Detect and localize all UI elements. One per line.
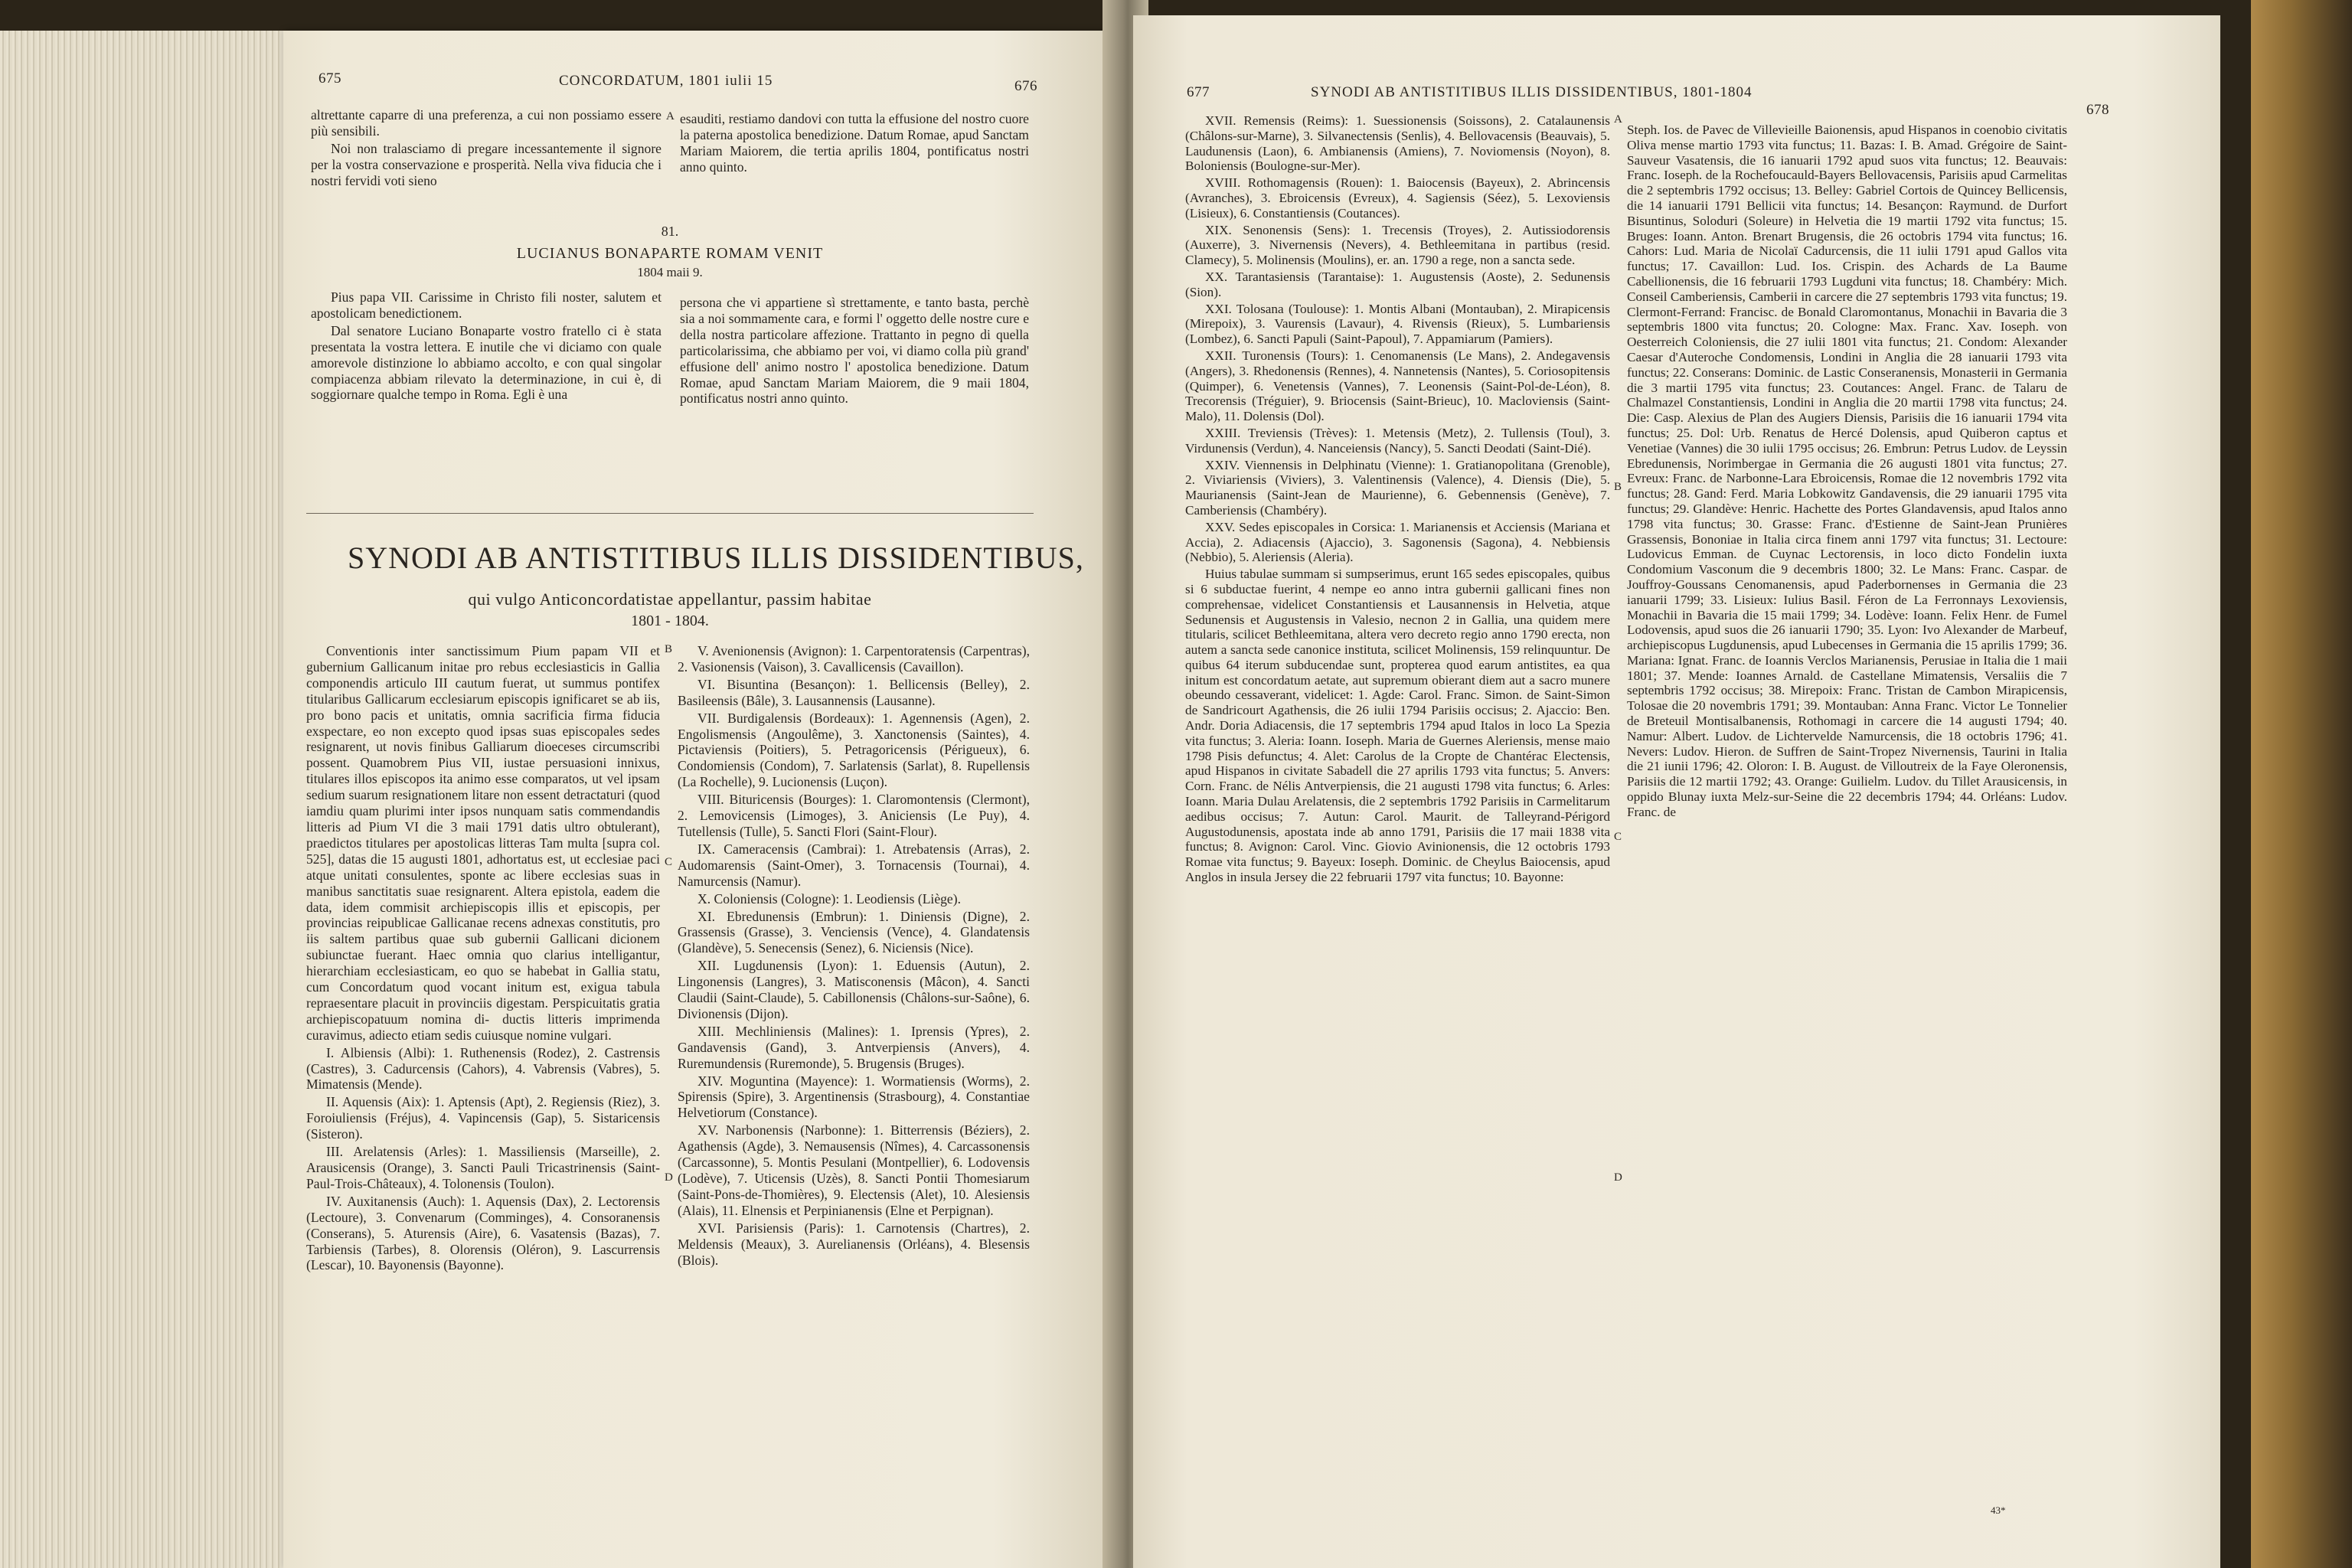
- chapter-years: 1801 - 1804.: [631, 612, 709, 629]
- paragraph: XIV. Moguntina (Mayence): 1. Wormatiensis (Worms), 2. Spirensis (Spire), 3. Argentinensis (Strasbourg), 4. Constantiae Helvetiorum (Constance).: [678, 1073, 1030, 1121]
- left-page: [283, 31, 1118, 1568]
- paragraph: XXIV. Viennensis in Delphinatu (Vienne): 1. Gratianopolitana (Grenoble), 2. Viviariensis (Viviers), 3. Valentinensis (Valence), 4. Diensis (Die), 5. Maurianensis (Saint-Jean de Maurienne), 6. Gebennensis (Genève), 7. Camberiensis (Chambéry).: [1185, 457, 1610, 518]
- running-head: CONCORDATUM, 1801 iulii 15: [559, 73, 773, 89]
- paragraph: XVII. Remensis (Reims): 1. Suessionensis (Soissons), 2. Catalaunensis (Châlons-sur-Marne), 3. Silvanectensis (Senlis), 4. Bellovacensis (Beauvais), 5. Laudunensis (Laon), 6. Ambianensis (Amiens), 7. Noviomensis (Noyon), 8. Boloniensis (Boulogne-sur-Mer).: [1185, 113, 1610, 174]
- paragraph: persona che vi appartiene sì strettamente, e tanto basta, perchè sia a noi sommamente cara, e formi l' oggetto delle nostre cure e della nostra particolare affezione. Trattanto in pegno di quella particolarissima, che abbiamo per voi, vi diamo colla più grand' effusione dell' animo nostro l' apostolica benedizione. Datum Romae, apud Sanctam Mariam Maiorem, die 9 maii 1804, pontificatus nostri anno quinto.: [680, 295, 1029, 407]
- paragraph: IX. Cameracensis (Cambrai): 1. Atrebatensis (Arras), 2. Audomarensis (Saint-Omer), 3. Tornacensis (Tournai), 4. Namurcensis (Namur).: [678, 841, 1030, 889]
- margin-letter: A: [666, 110, 675, 122]
- section-title: LUCIANUS BONAPARTE ROMAM VENIT: [516, 245, 824, 262]
- paragraph: XIII. Mechliniensis (Malines): 1. Iprensis (Ypres), 2. Gandavensis (Gand), 3. Antverpiensis (Anvers), 4. Ruremundensis (Ruremonde), 5. Brugensis (Bruges).: [678, 1023, 1030, 1071]
- paragraph: IV. Auxitanensis (Auch): 1. Aquensis (Dax), 2. Lectorensis (Lectoure), 3. Convenarum (Comminges), 4. Consoranensis (Conserans), 5. Aturensis (Aire), 6. Vasatensis (Bazas), 7. Tarbiensis (Tarbes), 8. Olorensis (Oléron), 9. Lascurrensis (Lescar), 10. Bayonensis (Bayonne).: [306, 1193, 660, 1273]
- paragraph: XXV. Sedes episcopales in Corsica: 1. Marianensis et Acciensis (Mariana et Accia), 2. Adiacensis (Ajaccio), 3. Sagonensis (Sagona), 4. Nebbiensis (Nebbio), 5. Aleriensis (Aleria).: [1185, 519, 1610, 565]
- paragraph: Dal senatore Luciano Bonaparte vostro fratello ci è stata presentata la vostra lettera. E inutile che vi diciamo con quale amorevole distinzione lo abbiamo accolto, e con qual singolar compiacenza abbiam rilevato la determinazione, in cui è, di soggiornare qualche tempo in Roma. Egli è una: [311, 322, 662, 403]
- divider: [306, 513, 1034, 514]
- paragraph: I. Albiensis (Albi): 1. Ruthenensis (Rodez), 2. Castrensis (Castres), 3. Cadurcensis (Cahors), 4. Vabrensis (Vabres), 5. Mimatensis (Mende).: [306, 1044, 660, 1093]
- paragraph: XVIII. Rothomagensis (Rouen): 1. Baiocensis (Bayeux), 2. Abrincensis (Avranches), 3. Ebroicensis (Evreux), 4. Sagiensis (Séez), 5. Lexoviensis (Lisieux), 6. Constantiensis (Coutances).: [1185, 175, 1610, 220]
- paragraph: VIII. Bituricensis (Bourges): 1. Claromontensis (Clermont), 2. Lemovicensis (Limoges), 3. Aniciensis (Le Puy), 4. Tutellensis (Tulle), 5. Sancti Flori (Saint-Flour).: [678, 792, 1030, 839]
- text-column: [680, 295, 1029, 408]
- text-column: [1627, 122, 2067, 822]
- margin-letter: B: [665, 643, 673, 655]
- page-number: 676: [1014, 78, 1037, 94]
- text-column: [311, 107, 662, 191]
- page-number: 675: [318, 70, 341, 87]
- text-column: [306, 643, 660, 1275]
- margin-letter: A: [1614, 113, 1622, 126]
- paragraph: V. Avenionensis (Avignon): 1. Carpentoratensis (Carpentras), 2. Vasionensis (Vaison), 3. Cavallicensis (Cavaillon).: [678, 643, 1030, 675]
- paragraph: Pius papa VII. Carissime in Christo fili noster, salutem et apostolicam benedictionem.: [311, 289, 662, 321]
- paragraph: XXI. Tolosana (Toulouse): 1. Montis Albani (Montauban), 2. Mirapicensis (Mirepoix), 3. Vaurensis (Lavaur), 4. Rivensis (Rieux), 5. Lumbariensis (Lombez), 6. Sancti Papuli (Saint-Papoul), 7. Appamiarum (Pamiers).: [1185, 301, 1610, 347]
- paragraph: XV. Narbonensis (Narbonne): 1. Bitterrensis (Béziers), 2. Agathensis (Agde), 3. Nemausensis (Nîmes), 4. Carcassonensis (Carcassonne), 5. Montis Pesulani (Montpellier), 6. Lodovensis (Lodève), 7. Uticensis (Uzès), 8. Sancti Pontii Thomesiarum (Saint-Pons-de-Thomières), 9. Electensis (Alet), 10. Alesiensis (Alais), 11. Elnensis et Perpinianensis (Elne et Perpignan).: [678, 1122, 1030, 1218]
- paragraph: XXII. Turonensis (Tours): 1. Cenomanensis (Le Mans), 2. Andegavensis (Angers), 3. Rhedonensis (Rennes), 4. Nannetensis (Nantes), 5. Coriosopitensis (Quimper), 6. Venetensis (Vannes), 7. Leonensis (Saint-Pol-de-Léon), 8. Trecorensis (Tréguier), 9. Briocensis (Saint-Brieuc), 10. Macloviensis (Saint-Malo), 11. Dolensis (Dol).: [1185, 348, 1610, 424]
- margin-letter: B: [1614, 481, 1622, 493]
- book-cover-edge: [2251, 0, 2352, 1568]
- margin-letter: D: [1614, 1171, 1622, 1184]
- text-column: [678, 643, 1030, 1269]
- paragraph: X. Coloniensis (Cologne): 1. Leodiensis (Liège).: [697, 890, 961, 906]
- paragraph: XX. Tarantasiensis (Tarantaise): 1. Augustensis (Aoste), 2. Sedunensis (Sion).: [1185, 269, 1610, 299]
- section-date: 1804 maii 9.: [637, 265, 703, 279]
- signature-mark: 43*: [1991, 1504, 2006, 1516]
- chapter-title: SYNODI AB ANTISTITIBUS ILLIS DISSIDENTIBUS,: [348, 541, 1084, 575]
- chapter-subtitle: qui vulgo Anticoncordatistae appellantur, passim habitae: [468, 590, 872, 609]
- paragraph: III. Arelatensis (Arles): 1. Massiliensis (Marseille), 2. Arausicensis (Orange), 3. Sancti Pauli Tricastrinensis (Saint-Paul-Trois-Châteaux), 4. Tolonensis (Toulon).: [306, 1144, 660, 1191]
- paragraph: Conventionis inter sanctissimum Pium papam VII et gubernium Gallicanum initae pro rebus ecclesiasticis in Gallia componendis articulo III cautum fuerat, ut summus pontifex titularibus Gallicarum ecclesiarum episcopis ignificaret se ab iis, pro bono pacis et unitatis, omnia sacrificia firma fiducia exspectare, eo non excepto quod ipsas suas episcopales sedes resignarent, ut novis finibus Galliarum dioeceses circumscribi possent. Quamobrem Pius VII, iustae persuasioni innixus, titulares illos episcopos ita animo esse comparatos, ut vel ipsam sedium suarum resignationem litare non essent detractaturi (quod iamdiu quam plurimi inter ipsos nunquam satis commendandis litteris ad Pium VI die 3 maii 1791 datis ultro obtulerant), praedictos titulares per apostolicas litteras Tam multa [supra col. 525], datas die 15 augusti 1801, adhortatus est, ut ecclesiae paci atque unitati consulentes, sponte ac libere ecclesias suas in manibus sanctitatis suae resignarent. Altera epistola, eadem die data, idem commisit archiepiscopis illis et episcopis, per provincias reipublicae Gallicanae recens adnexas constitutis, pro iis saltem partibus quae sub gubernii Gallicani dicionem subiunctae fuerant. Haec omnia quo clarius intelligantur, hierarchiam ecclesiasticam, eo quo se habebat in Gallia statu, cum Concordatum quod vocant initum est, exigua tabula repraesentare placuit in provinciis digestam. Perspicuitatis gratia archiepiscopatuum nomina di- ductis litteris imprimenda curavimus, adiecto etiam sedis cuiusque nomine vulgari.: [306, 643, 660, 1043]
- paragraph: XI. Ebredunensis (Embrun): 1. Diniensis (Digne), 2. Grassensis (Grasse), 3. Venciensis (Vence), 4. Glandatensis (Glandève), 5. Senecensis (Senez), 6. Niciensis (Nice).: [678, 908, 1030, 956]
- paragraph: esauditi, restiamo dandovi con tutta la effusione del nostro cuore la paterna apostolica benedizione. Datum Romae, apud Sanctam Mariam Maiorem, die tertia aprilis 1804, pontificatus nostri anno quinto.: [680, 111, 1029, 175]
- page-edges-left: [0, 31, 291, 1568]
- paragraph: Huius tabulae summam si sumpserimus, erunt 165 sedes episcopales, quibus si 6 subductae fuerint, 4 nempe eo anno intra gubernii gallicani fines non comprehensae, videlicet Constantiensis et Lausannensis in Helvetia, atque Sedunensis et Augustensis in Valesio, necnon 2 in Gallia, una quidem mere titularis, scilicet Bethleemitana, altera vero decreto regio anno 1790 erecta, non autem a sancta sede canonice instituta, scilicet Molinensis, 159 relinquuntur. De quibus 64 iterum subducendae sunt, propterea quod earum antistites, ea qua initum est concordatum aetate, aut supremum obierant diem aut a sacro munere obeundo cessaverant, videlicet: 1. Agde: Carol. Franc. Simon. de Saint-Simon de Sandricourt Agathensis, die 26 iulii 1794 Parisiis occisus; 2. Ajaccio: Ben. Andr. Doria Adiacensis, die 17 septembris 1794 apud Italos in loco La Spezia vita functus; 3. Aleria: Ioann. Ioseph. Maria de Guernes Aleriensis, mense maio 1798 Pisis defunctus; 4. Alet: Carolus de la Cropte de Chantérac Electensis, apud Hispanos in civitate Sabadell die 27 aprilis 1793 vita functus; 5. Anvers: Corn. Franc. de Nélis Antverpiensis, die 21 augusti 1798 vita functus; 6. Arles: Ioann. Maria Dulau Arelatensis, die 2 septembris 1792 Parisiis in Carmelitarum aedibus occisus; 7. Autun: Carol. Maurit. de Talleyrand-Périgord Augustodunensis, apostata inde ab anno 1791, Parisiis die 17 maii 1838 vita functus; 8. Avignon: Carol. Vinc. Giovio Avinionensis, die 12 octobris 1793 Romae vita functus; 9. Bayeux: Ioseph. Dominic. de Cheylus Baiocensis, apud Anglos in insula Jersey die 22 februarii 1797 vita functus; 10. Bayonne:: [1185, 567, 1610, 885]
- paragraph: XII. Lugdunensis (Lyon): 1. Eduensis (Autun), 2. Lingonensis (Langres), 3. Matisconensis (Mâcon), 4. Sancti Claudii (Saint-Claude), 5. Cabillonensis (Châlons-sur-Saône), 6. Divionensis (Dijon).: [678, 958, 1030, 1021]
- margin-letter: C: [1614, 831, 1622, 843]
- section-number: 81.: [661, 224, 679, 239]
- paragraph: Steph. Ios. de Pavec de Villevieille Baionensis, apud Hispanos in coenobio civitatis Oliva mense martio 1793 vita functus; 11. Bazas: I. B. Amad. Grégoire de Saint-Sauveur Vasatensis, die 16 ianuarii 1792 apud suos vita functus; 12. Beauvais: Franc. Ioseph. de la Rochefoucauld-Bayers Bellovacensis, Parisiis apud Carmelitas die 2 septembris 1792 occisus; 13. Belley: Gabriel Cortois de Quincey Bellicensis, die 14 ianuarii 1791 Bellicii vita functus; 14. Besançon: Raymund. de Durfort Bisuntinus, Soloduri (Soleure) in Helvetia die 19 martii 1792 vita functus; 15. Bruges: Ioann. Anton. Brenart Brugensis, die 26 octobris 1794 vita functus; 16. Cahors: Lud. Maria de Nicolaï Cadurcensis, die 11 iulii 1791 apud Gallos vita functus; 17. Cavaillon: Lud. Ios. Crispin. des Achards de La Baume Cabellionensis, die 16 februarii 1793 Lugduni vita functus; 18. Chambéry: Mich. Conseil Camberiensis, Camberii in carcere die 27 septembris 1793 vita functus; 19. Clermont-Ferrand: Francisc. de Bonald Claromontanus, Monachii in Bavaria die 3 septembris 1800 vita functus; 20. Cologne: Max. Franc. Xav. Ioseph. von Oesterreich Coloniensis, die 27 iulii 1801 vita functus; 21. Condom: Alexander Caesar d'Auteroche Condomensis, Londini in Anglia die 28 ianuarii 1793 vita functus; 22. Conserans: Dominic. de Lastic Conseranensis, Monasterii in Germania die 3 martii 1795 vita functus; 23. Coutances: Angel. Franc. de Talaru de Chalmazel Constantiensis, Londini in Anglia die 20 martii 1798 vita functus; 24. Die: Casp. Alexius de Plan des Augiers Diensis, Parisiis die 16 ianuarii 1794 vita functus; 25. Dol: Urb. Renatus de Hercé Dolensis, apud Quiberon captus et Venetiae (Vannes) die 30 iulii 1795 occisus; 26. Embrun: Petrus Ludov. de Leyssin Ebredunensis, Norimbergae in Germania die 26 augusti 1801 vita functus; 27. Evreux: Franc. de Narbonne-Lara Ebroicensis, Romae die 12 novembris 1792 vita functus; 28. Gand: Ferd. Maria Lobkowitz Gandavensis, die 29 ianuarii 1795 vita functus; 29. Glandève: Henric. Hachette des Portes Glandavensis, apud Italos anno 1798 vita functus; 30. Grasse: Franc. d'Estienne de Saint-Jean Prunières Grassensis, Bononiae in Italia circa finem anni 1797 vita functus; 31. Lectoure: Ludovicus Emman. de Cuynac Lectorensis, in loco dicto Fondelin iuxta Condomium Vasconum die 9 decembris 1800; 32. Le Mans: Franc. Caspar. de Jouffroy-Goussans Cenomanensis, apud Paderbornenses in Germania die 23 ianuarii 1799; 33. Lisieux: Iulius Basil. Féron de La Ferronnays Lexoviensis, Monachii in Bavaria die 15 maii 1799; 34. Lodève: Ioann. Felix Henr. de Fumel Lodovensis, apud suos die 26 ianuarii 1790; 35. Lyon: Ivo Alexander de Marbeuf, archiepiscopus Lugdunensis, apud Lubecenses in Germania die 15 aprilis 1799; 36. Mariana: Ignat. Franc. de Ioannis Verclos Marianensis, Perusiae in Italia die 1 maii 1801; 37. Mende: Ioannes Arnald. de Castellane Mimatensis, Versaliis die 7 septembris 1792 occisus; 38. Mirepoix: Franc. Tristan de Cambon Mirapicensis, Tolosae die 20 novembris 1791; 39. Montauban: Anna Franc. Victor Le Tonnelier de Breteuil Montisalbanensis, Rothomagi in carcere die 14 augusti 1794; 40. Namur: Albert. Ludov. de Lichtervelde Namurcensis, die 18 octobris 1796; 41. Nevers: Ludov. Hieron. de Suffren de Saint-Tropez Nivernensis, Taurini in Italia die 21 iunii 1796; 42. Oloron: I. B. August. de Villoutreix de la Faye Oleronensis, Parisiis die 12 martii 1792; 43. Orange: Guilielm. Ludov. du Tillet Arausicensis, in oppido Blunay iuxta Melz-sur-Seine die 22 decembris 1794; 44. Orléans: Ludov. Franc. de: [1627, 122, 2067, 819]
- paragraph: II. Aquensis (Aix): 1. Aptensis (Apt), 2. Regiensis (Riez), 3. Foroiuliensis (Fréjus), 4. Vapincensis (Gap), 5. Sistaricensis (Sisteron).: [306, 1094, 660, 1142]
- text-column: [1185, 113, 1610, 887]
- margin-letter: C: [665, 856, 673, 868]
- paragraph: VI. Bisuntina (Besançon): 1. Bellicensis (Belley), 2. Basileensis (Bâle), 3. Lausannensis (Lausanne).: [678, 676, 1030, 708]
- margin-letter: D: [665, 1171, 673, 1184]
- text-column: [680, 111, 1029, 177]
- paragraph: XVI. Parisiensis (Paris): 1. Carnotensis (Chartres), 2. Meldensis (Meaux), 3. Aurelianensis (Orléans), 4. Blesensis (Blois).: [678, 1220, 1030, 1268]
- right-page: [1133, 15, 2220, 1568]
- running-head: SYNODI AB ANTISTITIBUS ILLIS DISSIDENTIBUS, 1801-1804: [1311, 84, 1753, 100]
- paragraph: altrettante caparre di una preferenza, a cui non possiamo essere più sensibili.: [311, 107, 662, 139]
- paragraph: XIX. Senonensis (Sens): 1. Trecensis (Troyes), 2. Autissiodorensis (Auxerre), 3. Nivernensis (Nevers), 4. Bethleemitana in partibus (resid. Clamecy), 5. Molinensis (Moulins), er. an. 1790 a rege, non a sancta sede.: [1185, 222, 1610, 268]
- text-column: [311, 289, 662, 404]
- paragraph: XXIII. Treviensis (Trèves): 1. Metensis (Metz), 2. Tullensis (Toul), 3. Virdunensis (Verdun), 4. Nanceiensis (Nancy), 5. Sancti Deodati (Saint-Dié).: [1185, 425, 1610, 456]
- page-number: 677: [1187, 84, 1210, 100]
- page-number: 678: [2086, 102, 2109, 118]
- paragraph: Noi non tralasciamo di pregare incessantemente il signore per la vostra conservazione e prosperità. Nella viva fiducia che i nostri fervidi voti sieno: [311, 140, 662, 188]
- paragraph: VII. Burdigalensis (Bordeaux): 1. Agennensis (Agen), 2. Engolismensis (Angoulême), 3. Xanctonensis (Saintes), 4. Pictaviensis (Poitiers), 5. Petragoricensis (Périgueux), 6. Condomiensis (Condom), 7. Sarlatensis (Sarlat), 8. Rupellensis (La Rochelle), 9. Lucionensis (Luçon).: [678, 710, 1030, 790]
